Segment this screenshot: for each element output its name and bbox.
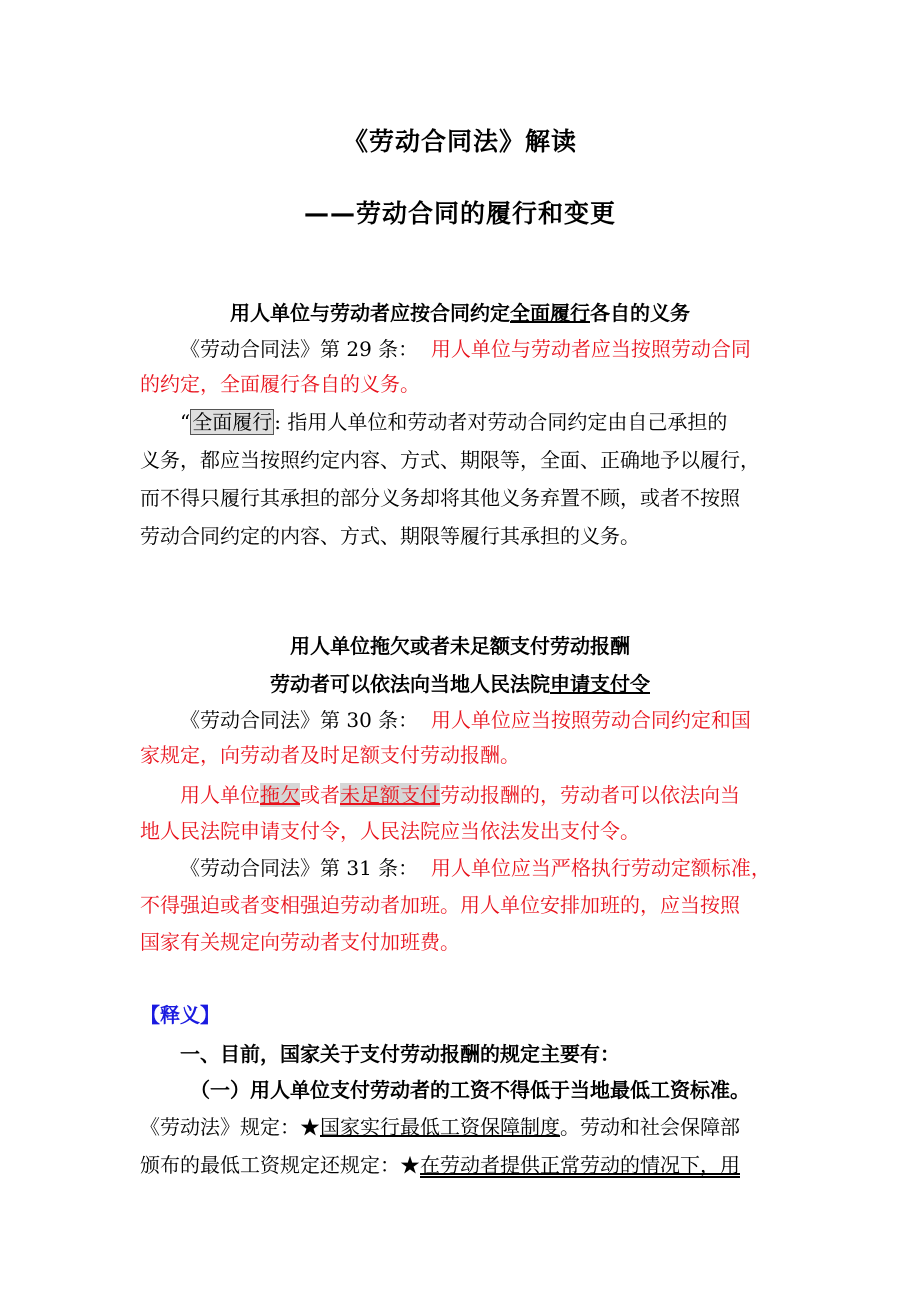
section1-heading: 用人单位与劳动者应按合同约定全面履行各自的义务	[230, 301, 690, 325]
section2-heading-1: 用人单位拖欠或者未足额支付劳动报酬	[290, 634, 630, 658]
article-ref: 《劳动合同法》第 31 条：	[180, 856, 419, 880]
article-ref: 《劳动合同法》第 30 条：	[180, 708, 419, 732]
definition-line-4: 劳动合同约定的内容、方式、期限等履行其承担的义务。	[140, 524, 640, 548]
definition-line-2: 义务，都应当按照约定内容、方式、期限等，全面、正确地予以履行，	[140, 448, 760, 472]
article-29-line-1	[180, 335, 751, 363]
document-subtitle: ——劳动合同的履行和变更	[303, 199, 616, 228]
article-31-line-1	[180, 854, 771, 882]
payment-order-line-2: 地人民法院申请支付令，人民法院应当依法发出支付令。	[140, 819, 640, 843]
article-text: 用人单位应当按照劳动合同约定和国	[430, 708, 751, 732]
heading-underlined-term: 全面履行	[510, 301, 590, 325]
article-31-line-3: 国家有关规定向劳动者支付加班费。	[140, 930, 460, 954]
interpretation-item-1-1: （一）用人单位支付劳动者的工资不得低于当地最低工资标准。	[190, 1078, 750, 1102]
article-text: 用人单位应当严格执行劳动定额标准，	[430, 856, 771, 880]
payment-order-line-1: 用人单位拖欠或者未足额支付劳动报酬的，劳动者可以依法向当	[180, 783, 740, 807]
definition-line-3: 而不得只履行其承担的部分义务却将其他义务弃置不顾，或者不按照	[140, 486, 740, 510]
interpretation-item-1: 一、目前，国家关于支付劳动报酬的规定主要有：	[180, 1042, 620, 1066]
article-30-line-2: 家规定，向劳动者及时足额支付劳动报酬。	[140, 743, 520, 767]
section2-heading-2: 劳动者可以依法向当地人民法院申请支付令	[270, 672, 650, 696]
labor-law-line-1: 《劳动法》规定：★国家实行最低工资保障制度。劳动和社会保障部	[140, 1115, 740, 1139]
article-29-line-2: 的约定，全面履行各自的义务。	[140, 372, 420, 396]
article-ref: 《劳动合同法》第 29 条：	[180, 337, 419, 361]
definition-line-1: “ 全面履行 : 指用人单位和劳动者对劳动合同约定由自己承担的	[180, 410, 728, 434]
star-icon: ★	[300, 1115, 320, 1139]
article-text: 用人单位与劳动者应当按照劳动合同	[430, 337, 751, 361]
interpretation-label: 【释义】	[140, 1003, 220, 1027]
heading-underlined-term: 申请支付令	[550, 672, 650, 696]
article-31-line-2: 不得强迫或者变相强迫劳动者加班。用人单位安排加班的，应当按照	[140, 893, 740, 917]
highlight-arrears: 拖欠	[260, 783, 300, 807]
labor-law-line-2: 颁布的最低工资规定还规定：★在劳动者提供正常劳动的情况下，用	[140, 1153, 740, 1177]
star-icon: ★	[400, 1153, 420, 1177]
highlight-underpaid: 未足额支付	[340, 783, 440, 807]
definition-term: 全面履行	[192, 410, 273, 434]
article-30-line-1	[180, 706, 751, 734]
document-title: 《劳动合同法》解读	[342, 127, 577, 156]
